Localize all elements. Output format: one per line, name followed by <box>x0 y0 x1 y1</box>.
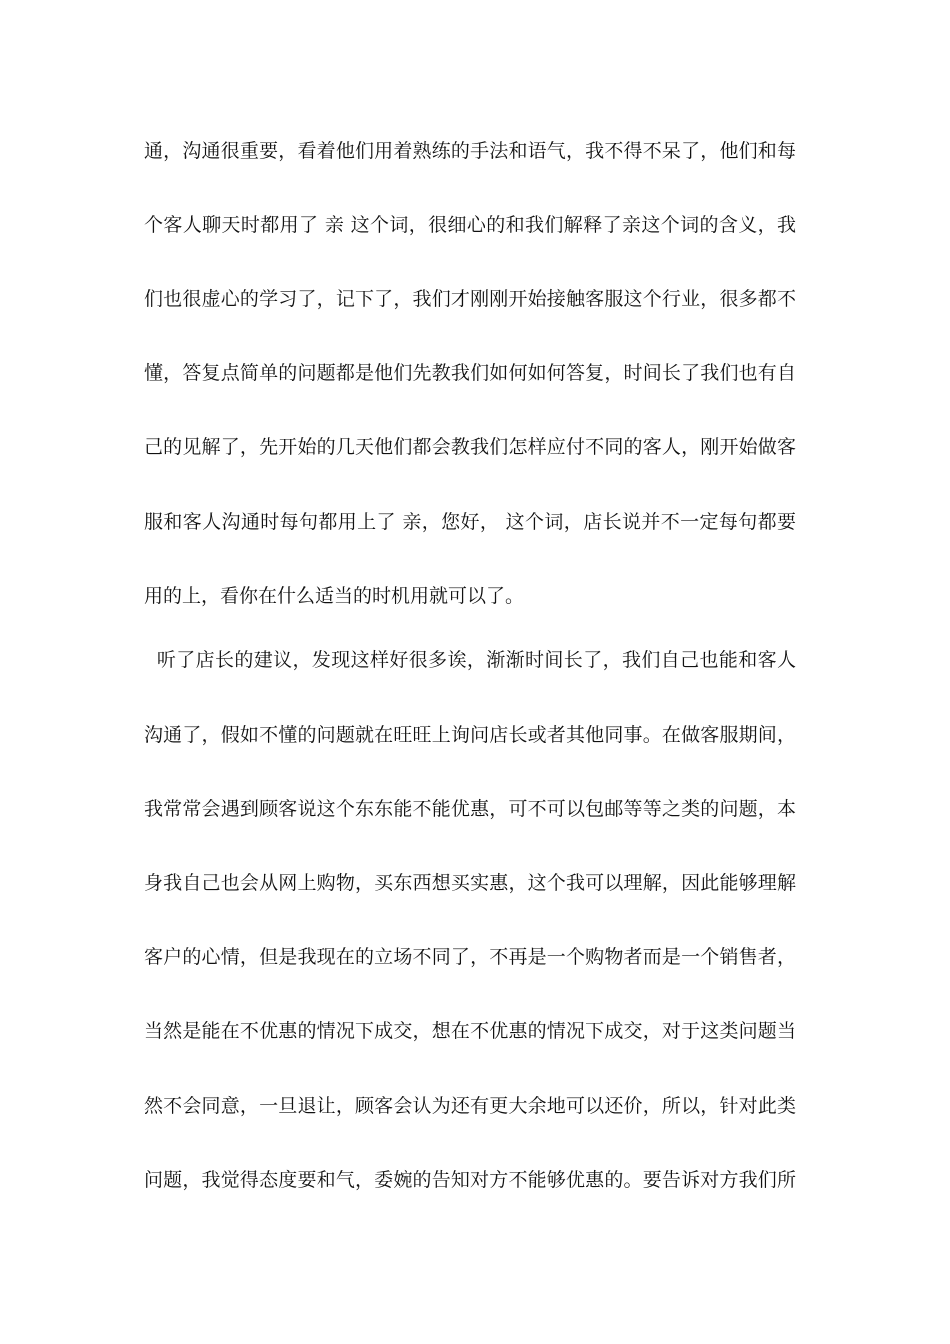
text-line: 然不会同意，一旦退让，顾客会认为还有更大余地可以还价，所以，针对此类 <box>144 1095 796 1117</box>
text-line: 我常常会遇到顾客说这个东东能不能优惠，可不可以包邮等等之类的问题，本 <box>144 798 796 820</box>
text-line: 身我自己也会从网上购物，买东西想买实惠，这个我可以理解，因此能够理解 <box>144 872 796 894</box>
text-line: 己的见解了，先开始的几天他们都会教我们怎样应付不同的客人，刚开始做客 <box>144 436 796 458</box>
text-line: 个客人聊天时都用了 亲 这个词，很细心的和我们解释了亲这个词的含义，我 <box>144 214 796 236</box>
text-line: 用的上，看你在什么适当的时机用就可以了。 <box>144 585 525 607</box>
text-line: 沟通了，假如不懂的问题就在旺旺上询问店长或者其他同事。在做客服期间， <box>144 724 796 746</box>
text-line: 懂，答复点简单的问题都是他们先教我们如何如何答复，时间长了我们也有自 <box>144 362 796 384</box>
text-line: 们也很虚心的学习了，记下了，我们才刚刚开始接触客服这个行业，很多都不 <box>144 288 796 310</box>
paragraph-first-line: 听了店长的建议，发现这样好很多诶，渐渐时间长了，我们自己也能和客人 <box>144 649 796 671</box>
text-line: 服和客人沟通时每句都用上了 亲，您好， 这个词，店长说并不一定每句都要 <box>144 511 796 533</box>
text-line: 当然是能在不优惠的情况下成交，想在不优惠的情况下成交，对于这类问题当 <box>144 1020 796 1042</box>
text-line: 问题，我觉得态度要和气，委婉的告知对方不能够优惠的。要告诉对方我们所 <box>144 1169 796 1191</box>
text-line: 客户的心情，但是我现在的立场不同了，不再是一个购物者而是一个销售者， <box>144 946 796 968</box>
text-line: 通，沟通很重要，看着他们用着熟练的手法和语气，我不得不呆了，他们和每 <box>144 140 796 162</box>
